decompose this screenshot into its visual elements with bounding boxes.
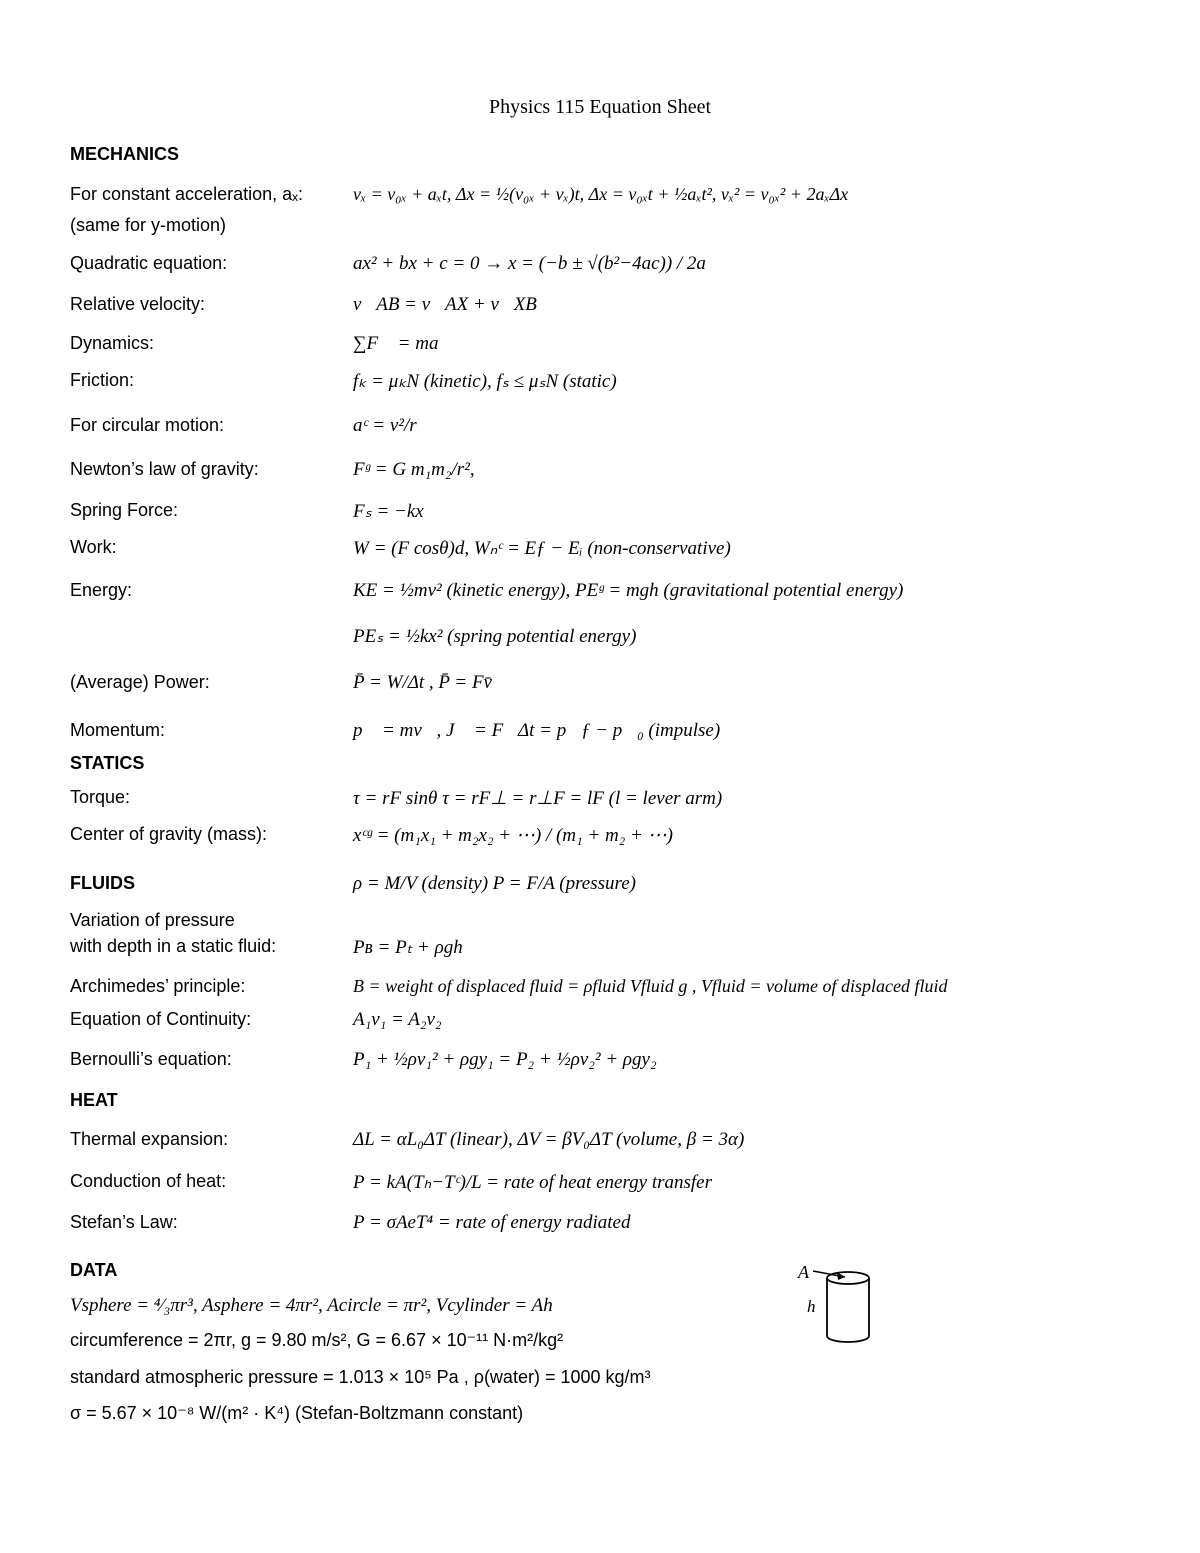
row-quadratic	[70, 253, 1160, 277]
row-energy	[70, 580, 1160, 604]
label: Bernoulli’s equation:	[70, 1049, 232, 1069]
equation: fₖ = μₖN (kinetic), fₛ ≤ μₛN (static)	[353, 371, 617, 392]
row-dynamics	[70, 333, 1160, 357]
row-torque	[70, 787, 1160, 811]
cylinder-diagram	[795, 1260, 885, 1345]
row-relative-velocity	[70, 294, 1160, 318]
data-geometry: Vsphere = ⁴⁄₃πr³, Asphere = 4πr², Acircle = πr², Vcylinder = Ah	[70, 1295, 553, 1316]
label: Thermal expansion:	[70, 1129, 229, 1149]
label: Work:	[70, 537, 117, 557]
section-heading: HEAT	[70, 1090, 118, 1110]
row-continuity	[70, 1009, 1160, 1033]
label: Equation of Continuity:	[70, 1009, 252, 1029]
label: Newton’s law of gravity:	[70, 459, 259, 479]
section-heat	[70, 1090, 1160, 1114]
row-conduction	[70, 1171, 1160, 1195]
row-thermal-expansion	[70, 1129, 1160, 1153]
equation: B = weight of displaced fluid = ρfluid Vfluid g , Vfluid = volume of displaced fluid	[353, 976, 948, 996]
data-pressure: standard atmospheric pressure = 1.013 × 10⁵ Pa , ρ(water) = 1000 kg/m³	[70, 1367, 651, 1387]
label: Center of gravity (mass):	[70, 824, 268, 844]
row-power	[70, 672, 1160, 696]
equation: P = kA(Tₕ−Tᶜ)/L = rate of heat energy transfer	[353, 1172, 712, 1193]
equation: Fₛ = −kx	[353, 501, 424, 522]
label: Quadratic equation:	[70, 253, 228, 273]
equation: aᶜ = v²/r	[353, 415, 417, 436]
section-heading: STATICS	[70, 753, 145, 773]
equation: KE = ½mv² (kinetic energy), PEᵍ = mgh (gravitational potential energy)	[353, 580, 904, 601]
equation: vₓ = v₀ₓ + aₓt, Δx = ½(v₀ₓ + vₓ)t, Δx = v₀ₓt + ½aₓt², vₓ² = v₀ₓ² + 2aₓΔx	[353, 184, 849, 204]
row-constant-acceleration	[70, 184, 1160, 208]
section-statics	[70, 753, 1160, 777]
row-momentum	[70, 720, 1160, 744]
cylinder-label-area: A	[798, 1262, 809, 1282]
row-archimedes	[70, 976, 1160, 1000]
row-constant-acceleration-note	[70, 215, 1160, 239]
label: Torque:	[70, 787, 131, 807]
equation: xᶜᵍ = (m₁x₁ + m₂x₂ + ⋯) / (m₁ + m₂ + ⋯)	[353, 825, 673, 846]
label: Stefan’s Law:	[70, 1212, 178, 1232]
row-stefan	[70, 1212, 1160, 1236]
label: Dynamics:	[70, 333, 155, 353]
row-depth-label	[70, 910, 1160, 934]
label: (same for y-motion)	[70, 215, 227, 235]
equation: ΔL = αL₀ΔT (linear), ΔV = βV₀ΔT (volume, β = 3α)	[353, 1129, 745, 1150]
equation: P₁ + ½ρv₁² + ρgy₁ = P₂ + ½ρv₂² + ρgy₂	[353, 1049, 657, 1070]
section-heading: FLUIDS	[70, 873, 135, 893]
equation: Pʙ = Pₜ + ρgh	[353, 937, 463, 958]
label: with depth in a static fluid:	[70, 936, 277, 956]
equation: A₁v₁ = A₂v₂	[353, 1009, 442, 1030]
row-circular-motion	[70, 415, 1160, 439]
row-energy-spring	[70, 625, 1160, 649]
equation: ax² + bx + c = 0 → x = (−b ± √(b²−4ac)) / 2a	[353, 253, 706, 274]
section-heading: MECHANICS	[70, 144, 180, 164]
equation: τ = rF sinθ τ = rF⊥ = r⊥F = lF (l = lever arm)	[353, 788, 723, 809]
row-fluids-density	[70, 873, 1160, 897]
row-center-of-gravity	[70, 824, 1160, 848]
label: Relative velocity:	[70, 294, 206, 314]
label: For constant acceleration, aₓ:	[70, 184, 304, 204]
label: For circular motion:	[70, 415, 225, 435]
equation: P = σAeT⁴ = rate of energy radiated	[353, 1212, 631, 1233]
equation: Fᵍ = G m₁m₂/r²,	[353, 459, 475, 480]
equation: ρ = M/V (density) P = F/A (pressure)	[353, 873, 636, 894]
label: Spring Force:	[70, 500, 179, 520]
data-constants: circumference = 2πr, g = 9.80 m/s², G = 6.67 × 10⁻¹¹ N·m²/kg²	[70, 1330, 564, 1350]
label: Friction:	[70, 370, 135, 390]
row-bernoulli	[70, 1049, 1160, 1073]
label: Energy:	[70, 580, 133, 600]
equation: v⃗AB = v⃗AX + v⃗XB	[353, 294, 537, 315]
equation: P̄ = W/Δt , P̄ = Fv̄	[353, 672, 492, 693]
label: Archimedes’ principle:	[70, 976, 246, 996]
row-spring-force	[70, 500, 1160, 524]
label: Conduction of heat:	[70, 1171, 227, 1191]
row-work	[70, 537, 1160, 561]
section-data	[70, 1260, 1160, 1284]
label: (Average) Power:	[70, 672, 210, 692]
cylinder-bottom	[827, 1336, 869, 1342]
cylinder-label-height: h	[807, 1297, 816, 1316]
equation: p⃗ = mv⃗, J⃗ = F⃗Δt = p⃗ƒ − p⃗₀ (impulse)	[353, 720, 721, 741]
section-heading: DATA	[70, 1260, 118, 1280]
equation: W = (F cosθ)d, Wₙᶜ = Eƒ − Eᵢ (non-conservative)	[353, 538, 731, 559]
row-depth	[70, 936, 1160, 960]
data-stefan-boltzmann: σ = 5.67 × 10⁻⁸ W/(m² · K⁴) (Stefan-Boltzmann constant)	[70, 1403, 524, 1423]
row-gravity	[70, 459, 1160, 483]
label: Momentum:	[70, 720, 166, 740]
equation: PEₛ = ½kx² (spring potential energy)	[353, 626, 637, 647]
section-mechanics	[70, 144, 1160, 168]
page-title: Physics 115 Equation Sheet	[488, 96, 712, 118]
cylinder-top	[827, 1272, 869, 1284]
label: Variation of pressure	[70, 910, 235, 930]
equation: ∑F⃗ = ma⃗	[353, 333, 454, 354]
row-friction	[70, 370, 1160, 394]
